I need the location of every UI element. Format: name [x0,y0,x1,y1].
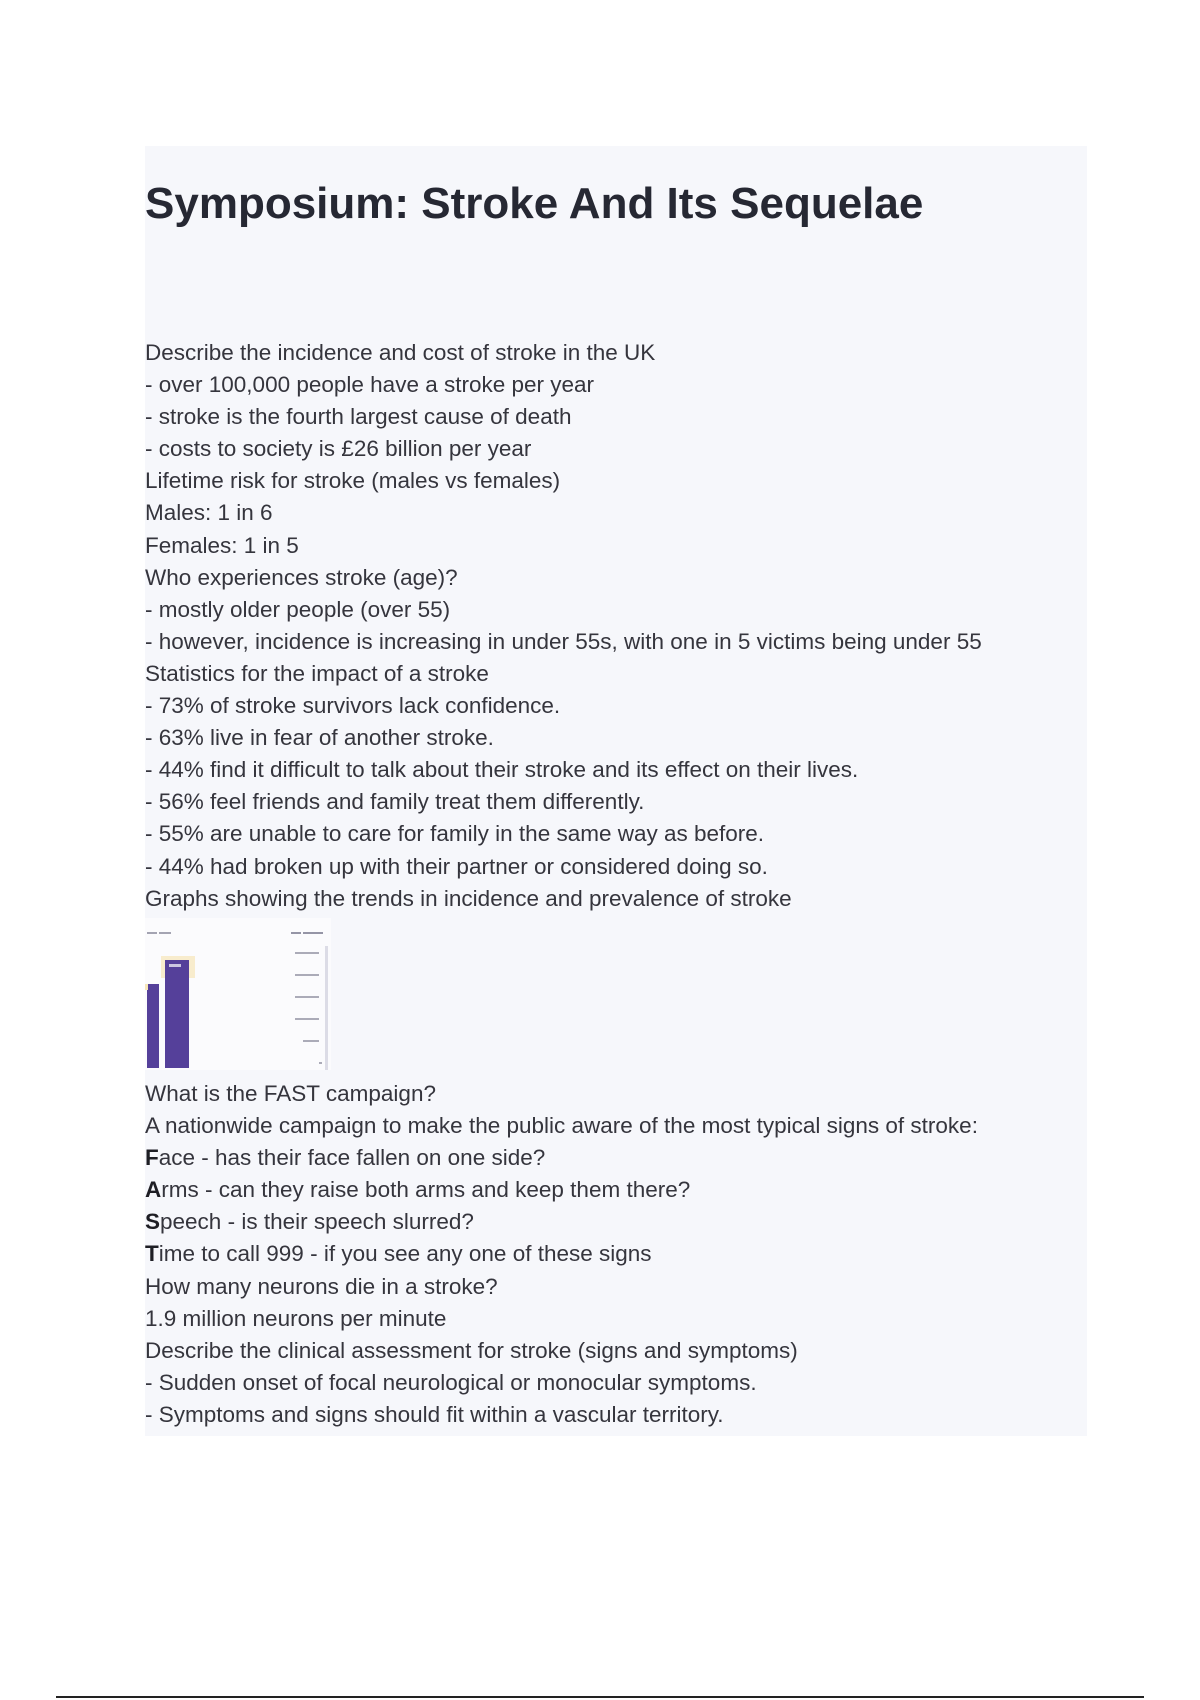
text-line: - 44% find it difficult to talk about their stroke and its effect on their lives. [145,757,859,783]
text-line: Males: 1 in 6 [145,500,273,526]
text-line: Who experiences stroke (age)? [145,564,458,590]
fast-intro: A nationwide campaign to make the public aware of the most typical signs of stroke: [145,1113,978,1139]
fast-item-text: peech - is their speech slurred? [160,1209,474,1235]
fast-item-text: rms - can they raise both arms and keep them there? [161,1177,691,1203]
text-line: Lifetime risk for stroke (males vs females) [145,468,561,494]
text-line: - 56% feel friends and family treat them differently. [145,789,645,815]
text-block-bottom [145,1078,1085,1431]
fast-item-text: ace - has their face fallen on one side? [158,1145,546,1171]
text-line: Graphs showing the trends in incidence and prevalence of stroke [145,885,792,911]
text-line: - over 100,000 people have a stroke per year [145,372,595,398]
text-line: - 55% are unable to care for family in the same way as before. [145,821,765,847]
fast-letter: T [145,1241,159,1267]
text-line: Describe the incidence and cost of stroke in the UK [145,340,656,365]
text-line: - 44% had broken up with their partner or considered doing so. [145,853,768,879]
text-line: Females: 1 in 5 [145,532,299,558]
footer-divider [56,1696,1144,1698]
fast-item-arms [145,1174,1085,1206]
text-line: - mostly older people (over 55) [145,596,451,622]
text-line: - 63% live in fear of another stroke. [145,725,494,751]
fast-letter: F [145,1145,159,1171]
document-title: Symposium: Stroke And Its Sequelae [145,179,924,228]
text-line: - 73% of stroke survivors lack confidence. [145,693,561,719]
text-line: - Sudden onset of focal neurological or monocular symptoms. [145,1369,757,1395]
fast-question: What is the FAST campaign? [145,1081,436,1106]
fast-item-speech [145,1206,1085,1238]
text-block-top [145,337,1085,915]
text-line: Statistics for the impact of a stroke [145,660,489,686]
text-line: Describe the clinical assessment for stroke (signs and symptoms) [145,1337,798,1363]
graph-thumbnail [145,918,331,1070]
fast-item-text: ime to call 999 - if you see any one of these signs [158,1241,652,1267]
fast-item-time [145,1238,1085,1270]
fast-letter: S [145,1209,161,1235]
text-line: - Symptoms and signs should fit within a vascular territory. [145,1401,724,1427]
fast-item-face [145,1142,1085,1174]
text-line: How many neurons die in a stroke? [145,1273,498,1299]
text-line: 1.9 million neurons per minute [145,1305,447,1331]
text-line: - however, incidence is increasing in under 55s, with one in 5 victims being under 55 [145,628,982,654]
fast-letter: A [145,1177,162,1203]
text-line: - stroke is the fourth largest cause of death [145,404,572,430]
graph-thumbnail-image [145,918,331,1070]
text-line: - costs to society is £26 billion per year [145,436,532,462]
